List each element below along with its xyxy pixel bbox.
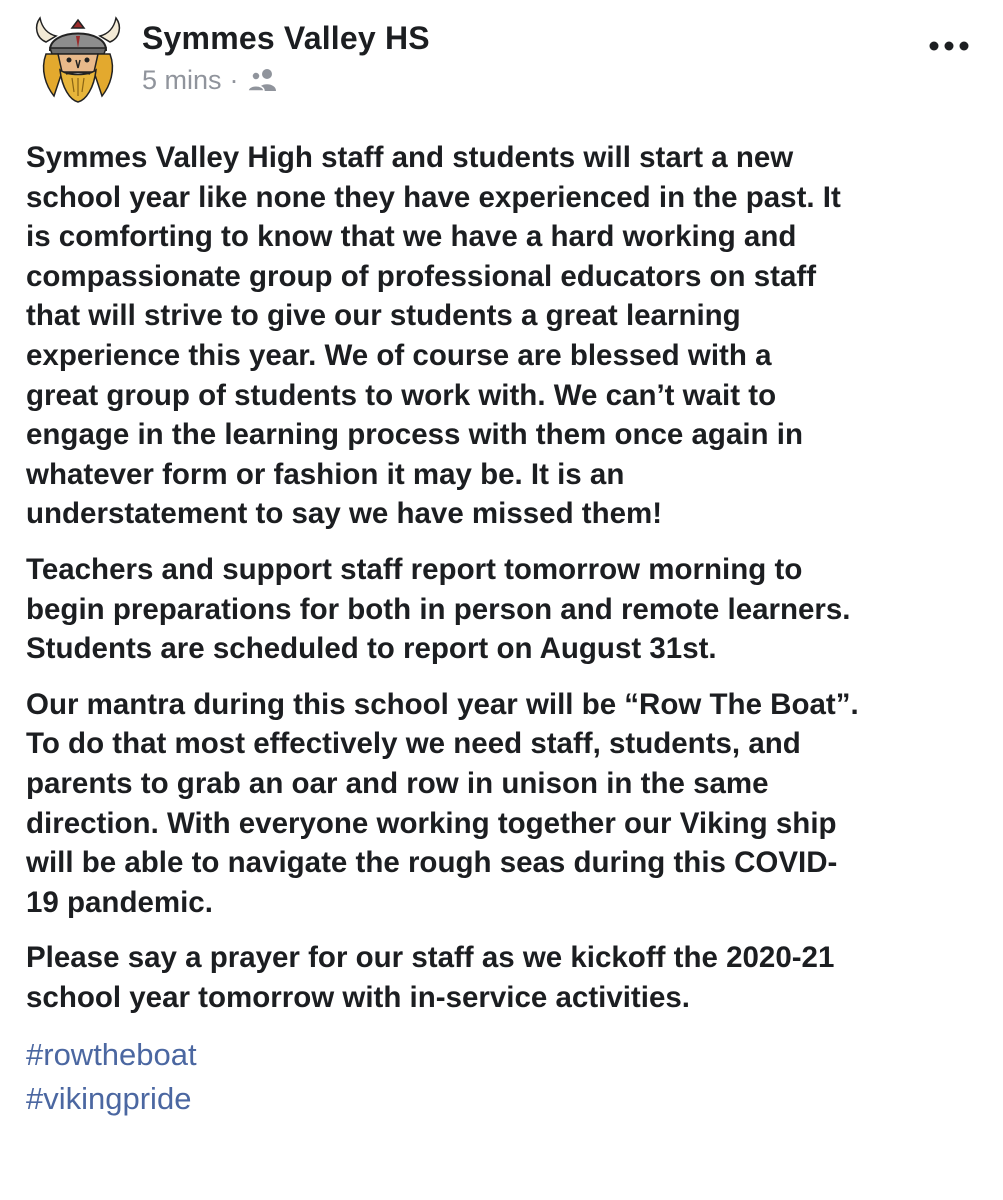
text-line: school year tomorrow with in-service activities. bbox=[26, 980, 690, 1014]
post-paragraph bbox=[26, 938, 986, 1017]
text-line: will be able to navigate the rough seas during this COVID- bbox=[26, 846, 838, 880]
text-line: To do that most effectively we need staff, students, and bbox=[26, 727, 801, 761]
post-paragraph bbox=[26, 550, 986, 669]
text-line: direction. With everyone working together our Viking ship bbox=[26, 806, 837, 840]
text-line: Symmes Valley High staff and students will start a new bbox=[26, 141, 794, 174]
post-body bbox=[26, 138, 986, 1121]
page-avatar[interactable] bbox=[32, 12, 124, 104]
hashtag-link-rowtheboat[interactable]: #rowtheboat bbox=[26, 1037, 197, 1073]
text-line: Our mantra during this school year will be “Row The Boat”. bbox=[26, 687, 859, 721]
hashtag-list bbox=[26, 1033, 986, 1121]
text-line: parents to grab an oar and row in unison in the same bbox=[26, 766, 769, 800]
post-meta bbox=[142, 64, 279, 96]
text-line: experience this year. We of course are blessed with a bbox=[26, 338, 772, 372]
viking-mascot-logo-icon bbox=[32, 12, 124, 104]
post-timestamp[interactable]: 5 mins bbox=[142, 64, 222, 95]
text-line: that will strive to give our students a great learning bbox=[26, 299, 741, 333]
meta-separator: · bbox=[229, 64, 239, 95]
text-line: school year like none they have experienced in the past. It bbox=[26, 180, 841, 214]
more-dots-icon bbox=[926, 32, 972, 60]
text-line: compassionate group of professional educators on staff bbox=[26, 259, 817, 293]
friends-icon[interactable] bbox=[247, 67, 279, 93]
post-paragraph bbox=[26, 685, 986, 923]
post-paragraph bbox=[26, 138, 986, 534]
text-line: engage in the learning process with them once again in bbox=[26, 418, 803, 452]
text-line: is comforting to know that we have a hard working and bbox=[26, 220, 797, 254]
post-header bbox=[0, 0, 1003, 112]
text-line: 19 pandemic. bbox=[26, 885, 213, 919]
more-options-button[interactable] bbox=[926, 32, 972, 60]
text-line: Please say a prayer for our staff as we kickoff the 2020-21 bbox=[26, 941, 835, 975]
text-line: whatever form or fashion it may be. It is an bbox=[26, 457, 625, 491]
text-line: begin preparations for both in person and remote learners. bbox=[26, 592, 851, 626]
text-line: understatement to say we have missed them! bbox=[26, 497, 663, 531]
text-line: Students are scheduled to report on August 31st. bbox=[26, 632, 717, 666]
text-line: great group of students to work with. We can’t wait to bbox=[26, 378, 777, 412]
text-line: Teachers and support staff report tomorrow morning to bbox=[26, 552, 803, 586]
page-name[interactable]: Symmes Valley HS bbox=[142, 20, 430, 56]
hashtag-link-vikingpride[interactable]: #vikingpride bbox=[26, 1081, 192, 1117]
